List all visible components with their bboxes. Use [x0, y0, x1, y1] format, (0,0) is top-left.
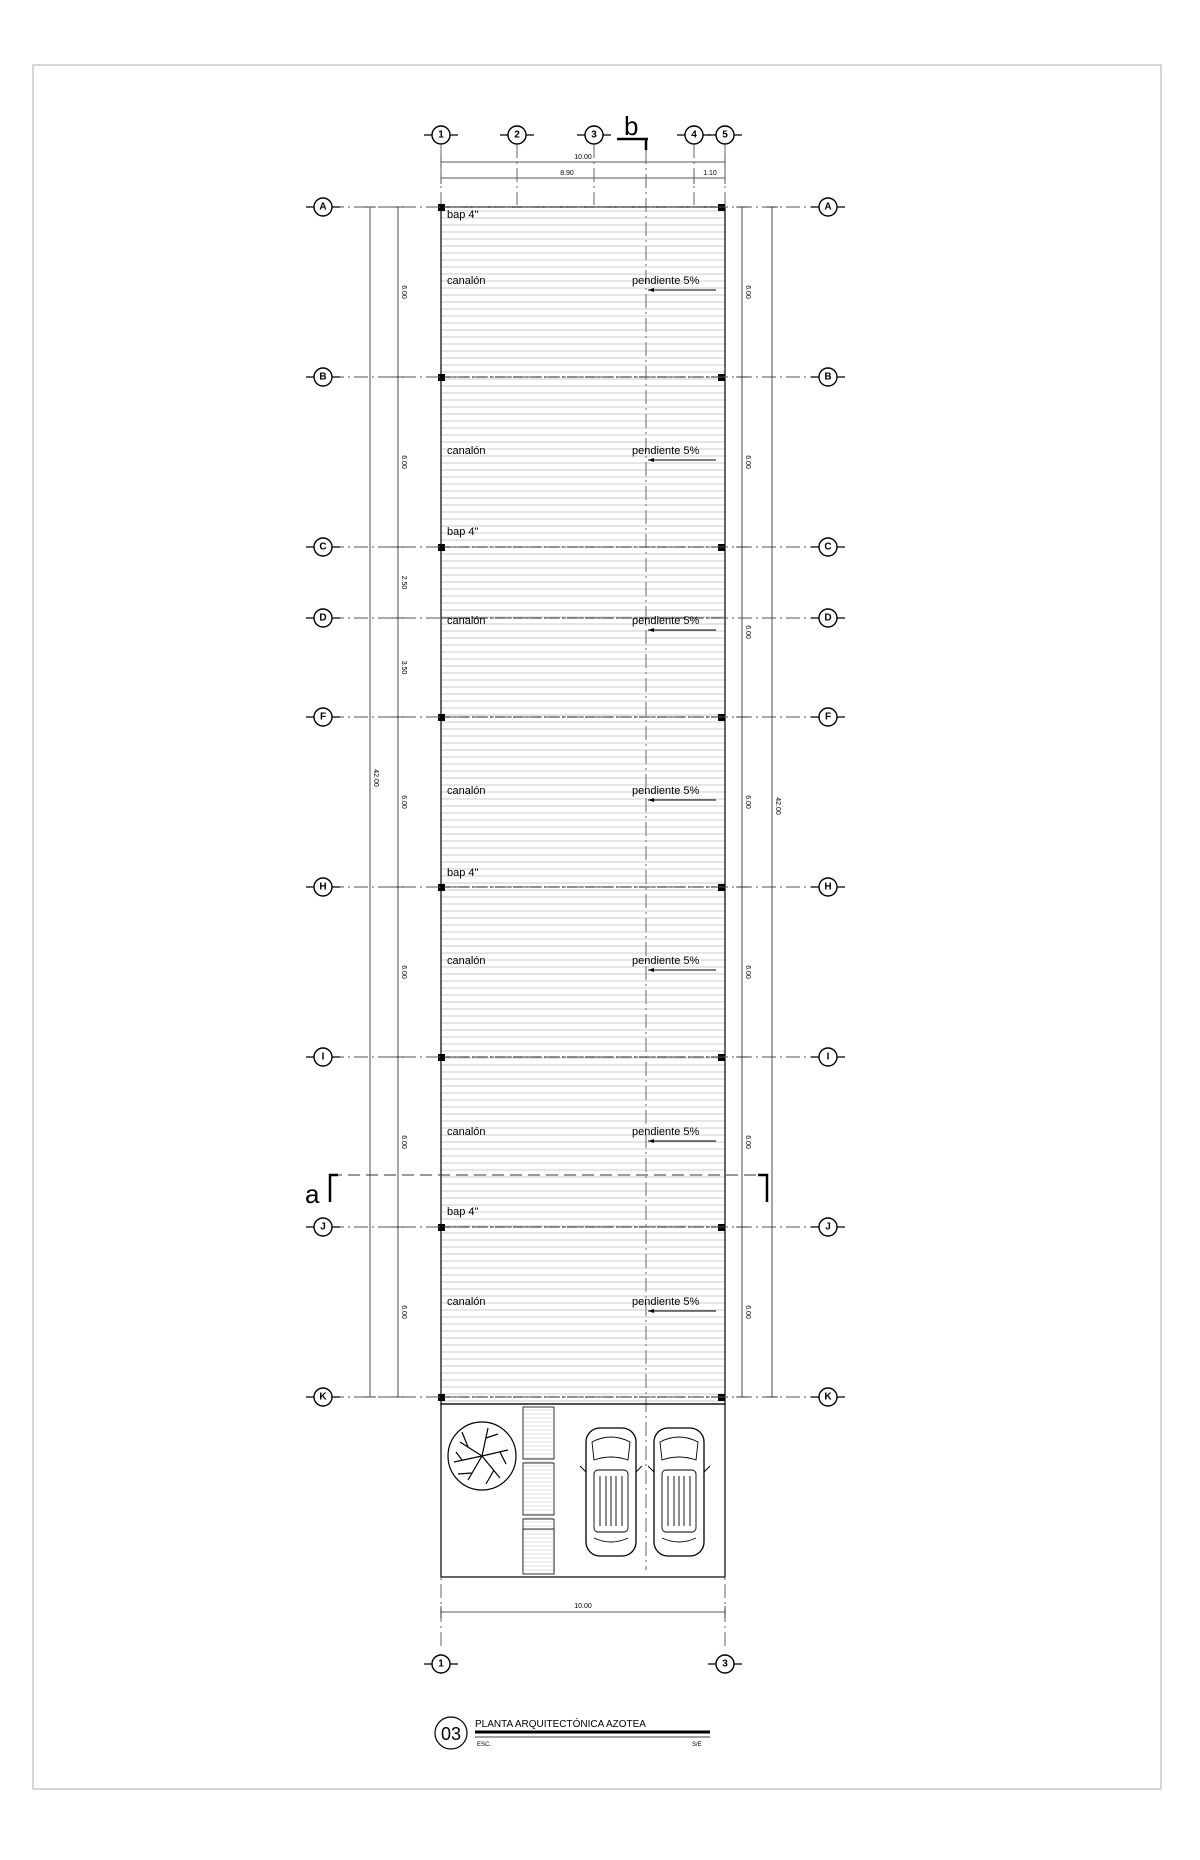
grid-label-col-4-top: 4 — [691, 129, 697, 141]
grid-bubble-top-5 — [708, 126, 742, 144]
grid-bubble-top-4 — [677, 126, 711, 144]
dim-top-total: 10.00 — [574, 154, 592, 161]
canalon-label: canalón — [447, 785, 486, 797]
grid-bubble-row-F-right — [811, 708, 845, 726]
dim-right-total: 42.00 — [774, 797, 781, 815]
grid-label-row: A — [824, 201, 832, 213]
left-dimensions — [364, 207, 407, 1397]
column-marker — [718, 1224, 725, 1231]
paver-path — [523, 1407, 554, 1574]
grid-bubble-row-C-left — [306, 538, 340, 556]
grid-label-row: D — [824, 612, 832, 624]
grid-label-row: J — [320, 1221, 326, 1233]
plan-title: PLANTA ARQUITECTÓNICA AZOTEA — [475, 1719, 646, 1730]
grid-bubble-row-I-right — [811, 1048, 845, 1066]
grid-bubble-row-D-left — [306, 609, 340, 627]
dim-bottom-total: 10.00 — [574, 1603, 592, 1610]
dim-left-segment: 6.00 — [400, 1135, 407, 1149]
grid-bubble-top-3 — [577, 126, 611, 144]
section-b-marker — [617, 111, 648, 150]
grid-label-row: I — [321, 1051, 325, 1063]
grid-label-row: A — [319, 201, 327, 213]
dim-left-total: 42.00 — [372, 769, 379, 787]
column-marker — [438, 204, 445, 211]
grid-label-row: B — [824, 371, 832, 383]
grid-bubble-row-A-right — [811, 198, 845, 216]
section-b-label: b — [624, 111, 639, 141]
grid-bubble-row-B-right — [811, 368, 845, 386]
canalon-label: canalón — [447, 1126, 486, 1138]
column-marker — [438, 1224, 445, 1231]
pendiente-label: pendiente 5% — [632, 1296, 700, 1308]
column-marker — [718, 714, 725, 721]
canalon-label: canalón — [447, 615, 486, 627]
grid-label-row: B — [319, 371, 327, 383]
grid-label-col-3-top: 3 — [591, 129, 597, 141]
paver-2 — [523, 1463, 554, 1515]
grid-bubble-top-2 — [500, 126, 534, 144]
bap-label: bap 4" — [447, 1206, 479, 1218]
column-marker — [718, 544, 725, 551]
column-marker — [438, 374, 445, 381]
bottom-dimension — [441, 1603, 725, 1618]
grid-bubble-row-K-left — [306, 1388, 340, 1406]
tree-icon — [448, 1422, 516, 1490]
roof-beams — [441, 207, 725, 1397]
canalon-label: canalón — [447, 1296, 486, 1308]
dim-right-segment: 6.00 — [744, 625, 751, 639]
grid-label-col-2-top: 2 — [514, 129, 520, 141]
car-icon — [580, 1428, 642, 1556]
column-marker — [438, 1054, 445, 1061]
garage-area — [441, 1404, 725, 1577]
column-marker — [718, 1054, 725, 1061]
dim-right-segment: 6.00 — [744, 285, 751, 299]
grid-label-row: K — [319, 1391, 327, 1403]
dim-right-segment: 6.00 — [744, 965, 751, 979]
dim-left-segment: 6.00 — [400, 455, 407, 469]
grid-label-row: J — [825, 1221, 831, 1233]
dim-right-segment: 6.00 — [744, 1135, 751, 1149]
grid-label-col-3-bottom: 3 — [722, 1658, 728, 1670]
section-a-marker — [305, 1175, 767, 1209]
column-marker — [718, 374, 725, 381]
paver-4 — [523, 1529, 554, 1574]
column-marker — [438, 884, 445, 891]
car-icon — [648, 1428, 710, 1556]
grid-bubble-row-I-left — [306, 1048, 340, 1066]
grid-bubble-row-J-left — [306, 1218, 340, 1236]
grid-bubble-row-B-left — [306, 368, 340, 386]
dim-left-segment: 6.00 — [400, 965, 407, 979]
grid-label-row: D — [319, 612, 327, 624]
dim-left-segment: 3.50 — [400, 660, 407, 675]
grid-bubble-row-J-right — [811, 1218, 845, 1236]
grid-bubble-bottom-3 — [708, 1655, 742, 1673]
structural-columns — [438, 204, 725, 1401]
column-marker — [718, 204, 725, 211]
pendiente-label: pendiente 5% — [632, 615, 700, 627]
bap-label: bap 4" — [447, 209, 479, 221]
bap-label: bap 4" — [447, 867, 479, 879]
grid-bubble-row-A-left — [306, 198, 340, 216]
pendiente-label: pendiente 5% — [632, 1126, 700, 1138]
grid-bubble-row-D-right — [811, 609, 845, 627]
grid-label-row: I — [826, 1051, 830, 1063]
top-dimensions — [441, 154, 725, 184]
grid-bubble-row-H-right — [811, 878, 845, 896]
column-marker — [718, 1394, 725, 1401]
column-marker — [718, 884, 725, 891]
grid-label-row: H — [319, 881, 327, 893]
section-a-label: a — [305, 1179, 320, 1209]
right-dimensions — [736, 207, 781, 1397]
grid-label-row: F — [824, 711, 832, 723]
dim-left-segment: 6.00 — [400, 285, 407, 299]
pendiente-label: pendiente 5% — [632, 785, 700, 797]
grid-bubble-top-1 — [424, 126, 458, 144]
dim-right-segment: 6.00 — [744, 455, 751, 469]
roof-annotations — [447, 209, 716, 1313]
dim-right-segment: 6.00 — [744, 795, 751, 809]
column-marker — [438, 544, 445, 551]
grid-bubble-row-K-right — [811, 1388, 845, 1406]
grid-bubble-row-C-right — [811, 538, 845, 556]
column-marker — [438, 1394, 445, 1401]
grid-label-col-5-top: 5 — [722, 129, 728, 141]
roof-area — [438, 204, 725, 1404]
roof-outline — [441, 207, 725, 1404]
canalon-label: canalón — [447, 445, 486, 457]
pendiente-label: pendiente 5% — [632, 445, 700, 457]
top-grid-bubbles — [424, 126, 742, 144]
plan-title-block — [435, 1717, 710, 1749]
dim-left-segment: 2.50 — [400, 575, 407, 590]
grid-label-col-1-top: 1 — [438, 129, 444, 141]
grid-label-row: C — [319, 541, 327, 553]
bap-label: bap 4" — [447, 526, 479, 538]
dim-right-segment: 6.00 — [744, 1305, 751, 1319]
grid-label-col-1-bottom: 1 — [438, 1658, 444, 1670]
grid-label-row: C — [824, 541, 832, 553]
canalon-label: canalón — [447, 955, 486, 967]
scale-value: S/E — [692, 1742, 702, 1748]
canalon-label: canalón — [447, 275, 486, 287]
pendiente-label: pendiente 5% — [632, 955, 700, 967]
scale-label: ESC. — [477, 1742, 492, 1748]
grid-label-row: K — [824, 1391, 832, 1403]
roof-slats — [441, 211, 725, 1401]
paver-1 — [523, 1407, 554, 1459]
dim-top-part-1: 8.90 — [560, 170, 574, 177]
grid-bubble-row-F-left — [306, 708, 340, 726]
dim-left-segment: 6.00 — [400, 795, 407, 809]
dim-top-part-2: 1.10 — [703, 170, 717, 177]
grid-label-row: F — [319, 711, 327, 723]
plan-number: 03 — [440, 1724, 462, 1744]
grid-bubble-row-H-left — [306, 878, 340, 896]
column-marker — [438, 714, 445, 721]
bottom-grid-bubbles — [424, 1655, 742, 1673]
grid-bubble-bottom-1 — [424, 1655, 458, 1673]
grid-label-row: H — [824, 881, 832, 893]
pendiente-label: pendiente 5% — [632, 275, 700, 287]
dim-left-segment: 6.00 — [400, 1305, 407, 1319]
